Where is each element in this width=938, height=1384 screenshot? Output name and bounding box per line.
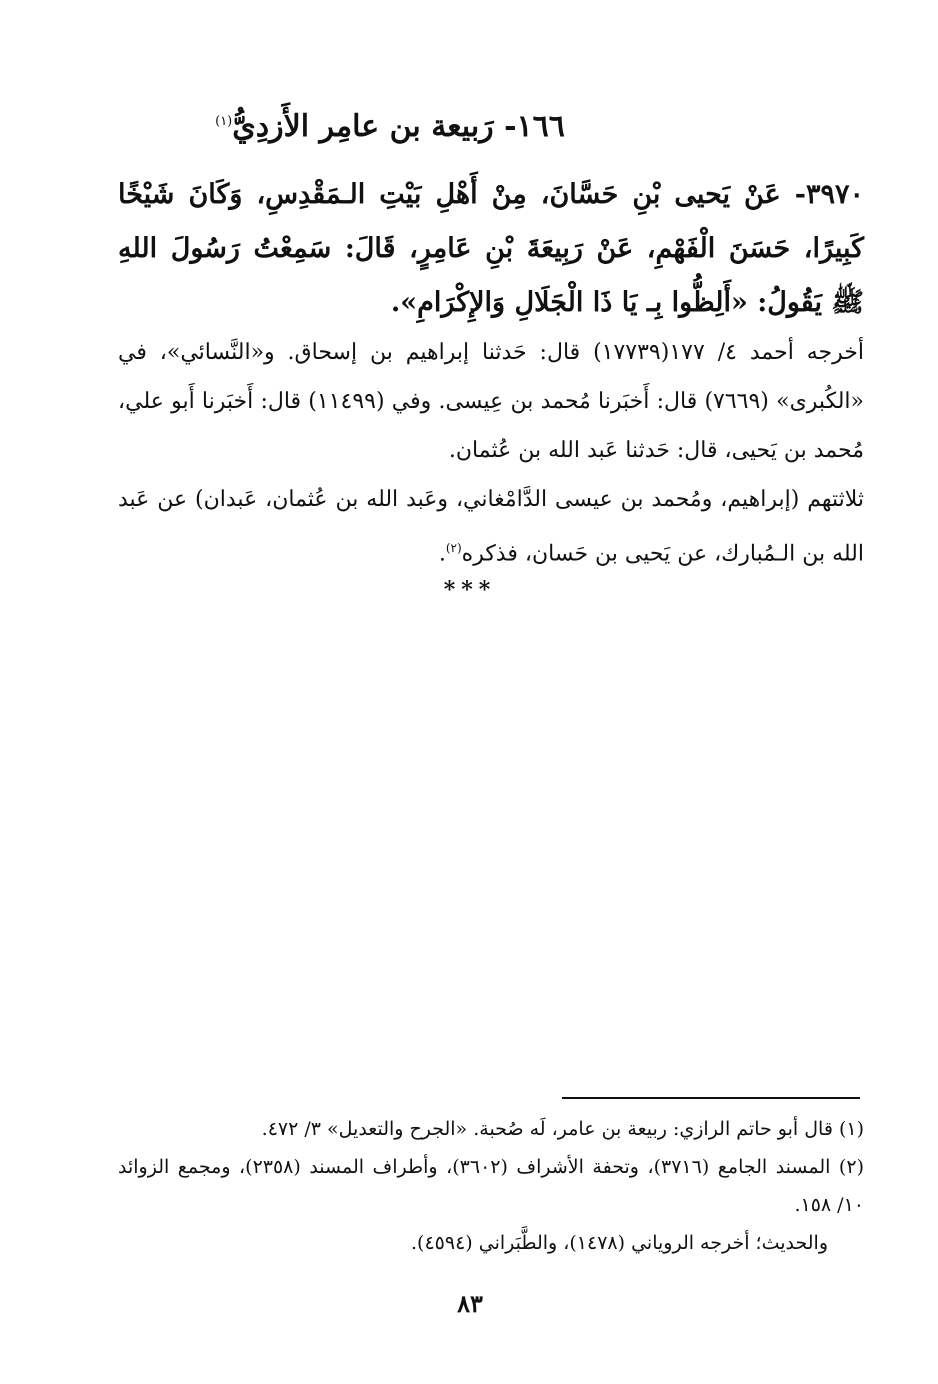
page-number: ٨٣ [457, 1289, 483, 1318]
footnote-2: (٢) المسند الجامع (٣٧١٦)، وتحفة الأشراف (٣٦٠٢)، وأطراف المسند (٢٣٥٨)، ومجمع الزوائد ١٠/ ١٥٨. [118, 1156, 864, 1216]
takhrij-section [118, 328, 864, 578]
footnote-marker-1: (١) [215, 114, 233, 129]
hadith-text [118, 168, 864, 330]
section-separator: *** [443, 577, 497, 603]
chapter-heading [100, 92, 680, 157]
takhrij-paragraph-2-text: ثلاثتهم (إبراهيم، ومُحمد بن عيسى الدَّامْغاني، وعَبد الله بن عُثمان، عَبدان) عن عَبد الله بن الـمُبارك، عن يَحيى بن حَسان، فذكره [118, 487, 864, 567]
footnote-marker-2: (٢) [445, 541, 462, 555]
footnotes [118, 1110, 864, 1262]
footnote-divider [562, 1097, 860, 1099]
hadith-body: ٣٩٧٠- عَنْ يَحيى بْنِ حَسَّانَ، مِنْ أَهْلِ بَيْتِ الـمَقْدِسِ، وَكَانَ شَيْخًا كَبِيرًا، حَسَنَ الْفَهْمِ، عَنْ رَبِيعَةَ بْنِ عَامِرٍ، قَالَ: سَمِعْتُ رَسُولَ اللهِ ﷺ يَقُولُ: «أَلِظُّوا بِـ يَا ذَا الْجَلَالِ وَالإِكْرَامِ». [118, 179, 864, 318]
takhrij-paragraph-2-period: . [438, 541, 446, 567]
takhrij-paragraph-1: أخرجه أحمد ٤/ ١٧٧(١٧٧٣٩) قال: حَدثنا إبراهيم بن إسحاق. و«النَّسائي»، في «الكُبرى» (٧٦٦٩) قال: أَخبَرنا مُحمد بن عِيسى. وفي (١١٤٩٩) قال: أَخبَرنا أَبو علي، مُحمد بن يَحيى، قال: حَدثنا عَبد الله بن عُثمان. [118, 340, 864, 463]
footnote-2-continuation: والحديث؛ أخرجه الروياني (١٤٧٨)، والطَّبَراني (٤٥٩٤). [411, 1232, 828, 1254]
takhrij-paragraph-2 [118, 475, 864, 578]
chapter-heading-text: ١٦٦- رَبيعة بن عامِر الأَزدِيُّ [232, 109, 565, 144]
footnote-1: (١) قال أبو حاتم الرازي: ربيعة بن عامر، لَه صُحبة. «الجرح والتعديل» ٣/ ٤٧٢. [261, 1118, 864, 1140]
